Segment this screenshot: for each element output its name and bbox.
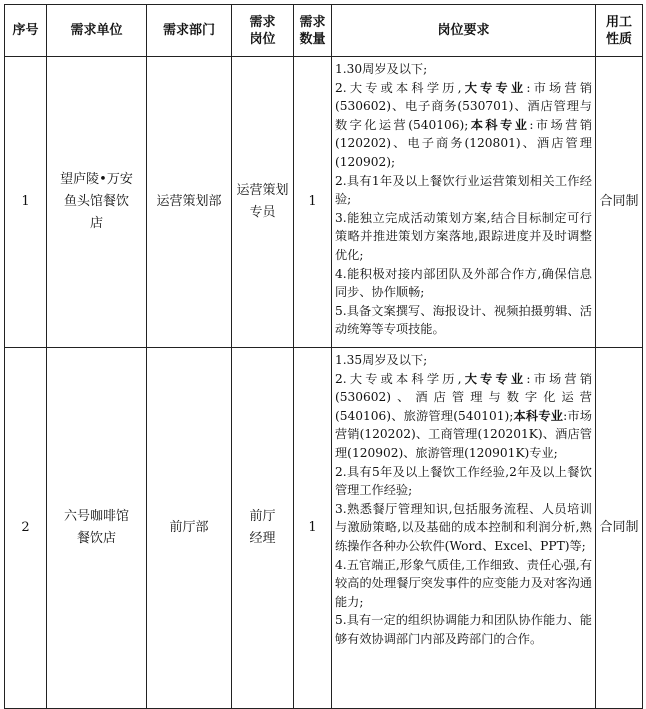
req-line: 4.五官端正,形象气质佳,工作细致、责任心强,有较高的处理餐厅突发事件的应变能力及对客沟通能力; [335,557,592,609]
req-text: :市场营销(530602)、酒店管理与数字化运营(540106)、旅游管理(540101); [335,371,593,423]
req-text: :市场营销(120202)、电子商务(120801)、酒店管理(120902); [335,117,593,169]
req-line: 1.35周岁及以下; [335,353,428,367]
cell-count: 1 [294,348,332,709]
req-text: 2.大专或本科学历, [335,80,462,95]
cell-dept: 前厅部 [147,348,232,709]
header-row [5,5,643,57]
req-line: 4.能积极对接内部团队及外部合作方,确保信息同步、协作顺畅; [335,266,592,300]
header-position: 需求岗位 [232,5,294,57]
job-requirements-table [4,4,643,709]
cell-seq: 1 [5,57,47,348]
header-employment: 用工性质 [596,5,643,57]
cell-count: 1 [294,57,332,348]
req-text: 2.大专或本科学历, [335,371,462,386]
req-line [335,79,592,172]
req-line [335,370,592,463]
cell-position: 前厅经理 [232,348,294,709]
cell-employment: 合同制 [596,348,643,709]
req-bold-label: 大专专业 [461,371,527,386]
cell-dept: 运营策划部 [147,57,232,348]
req-line: 3.能独立完成活动策划方案,结合目标制定可行策略并推进策划方案落地,跟踪进度并及时调整优化; [335,210,592,262]
cell-requirements [332,57,596,348]
req-line: 2.具有1年及以上餐饮行业运营策划相关工作经验; [335,173,592,207]
req-bold-label: 本科专业 [468,117,530,132]
cell-unit: 望庐陵•万安鱼头馆餐饮店 [47,57,147,348]
header-unit: 需求单位 [47,5,147,57]
req-line: 5.具备文案撰写、海报设计、视频拍摄剪辑、活动统筹等专项技能。 [335,303,592,337]
cell-position: 运营策划专员 [232,57,294,348]
header-seq: 序号 [5,5,47,57]
job-table-container [4,4,643,709]
cell-employment: 合同制 [596,57,643,348]
cell-unit: 六号咖啡馆餐饮店 [47,348,147,709]
header-requirements: 岗位要求 [332,5,596,57]
header-dept: 需求部门 [147,5,232,57]
req-line: 5.具有一定的组织协调能力和团队协作能力、能够有效协调部门内部及跨部门的合作。 [335,613,592,646]
req-bold-label: 本科专业 [513,408,564,423]
req-line: 1.30周岁及以下; [335,62,428,76]
table-row [5,57,643,348]
header-count: 需求数量 [294,5,332,57]
req-line: 3.熟悉餐厅管理知识,包括服务流程、人员培训与激励策略,以及基础的成本控制和利润分析,熟练操作各种办公软件(Word、Excel、PPT)等; [335,501,592,553]
req-text: :市场营销(120202)、工商管理(120201K)、酒店管理(120902)、旅游管理(120901K)专业; [335,408,592,460]
req-line: 2.具有5年及以上餐饮工作经验,2年及以上餐饮管理工作经验; [335,464,592,498]
req-bold-label: 大专专业 [461,80,527,95]
cell-seq: 2 [5,348,47,709]
req-text: :市场营销(530602)、电子商务(530701)、酒店管理与数字化运营(540106); [335,80,593,132]
table-row [5,348,643,709]
cell-requirements [332,348,596,709]
